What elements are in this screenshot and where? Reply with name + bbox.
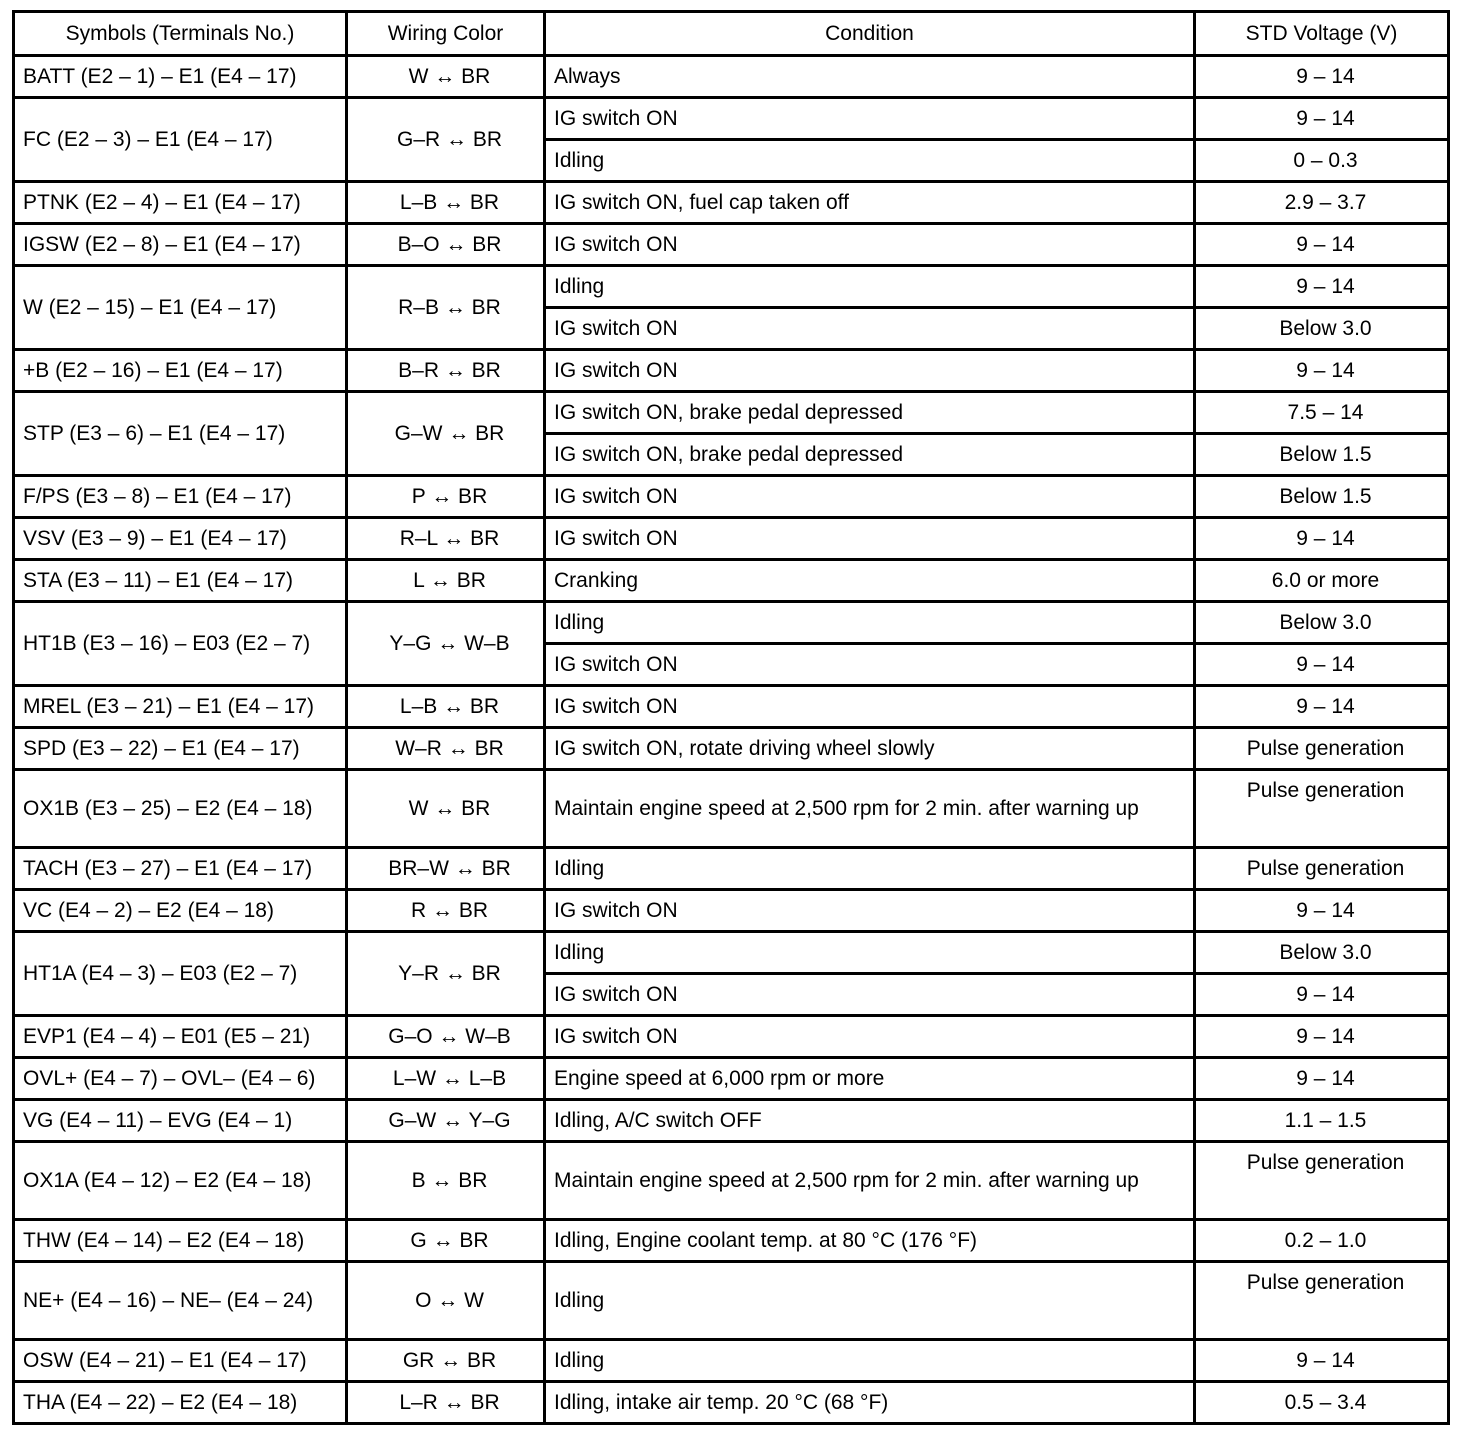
std-voltage-cell: 2.9 – 3.7 [1195,182,1449,224]
table-row [14,1262,1449,1340]
condition-cell: IG switch ON [545,476,1195,518]
terminal-symbol-cell: W (E2 – 15) – E1 (E4 – 17) [14,266,347,350]
table-row [14,1220,1449,1262]
terminal-symbol-cell: BATT (E2 – 1) – E1 (E4 – 17) [14,56,347,98]
wiring-color-cell: P ↔ BR [347,476,545,518]
table-row [14,392,1449,434]
terminal-symbol-cell: SPD (E3 – 22) – E1 (E4 – 17) [14,728,347,770]
terminal-symbol-cell: TACH (E3 – 27) – E1 (E4 – 17) [14,848,347,890]
terminal-symbol-cell: THW (E4 – 14) – E2 (E4 – 18) [14,1220,347,1262]
std-voltage-cell: 6.0 or more [1195,560,1449,602]
wiring-color-cell: G ↔ BR [347,1220,545,1262]
std-voltage-cell: Pulse generation [1195,770,1449,848]
table-row [14,1382,1449,1424]
wiring-color-cell: Y–G ↔ W–B [347,602,545,686]
header-row [14,12,1449,56]
std-voltage-cell: 7.5 – 14 [1195,392,1449,434]
std-voltage-cell: 9 – 14 [1195,890,1449,932]
table-row [14,350,1449,392]
table-row [14,890,1449,932]
table-row [14,476,1449,518]
condition-cell: Cranking [545,560,1195,602]
terminal-symbol-cell: F/PS (E3 – 8) – E1 (E4 – 17) [14,476,347,518]
header-condition: Condition [545,12,1195,56]
condition-cell: IG switch ON [545,350,1195,392]
wiring-color-cell: L–W ↔ L–B [347,1058,545,1100]
header-wiring-color: Wiring Color [347,12,545,56]
condition-cell: Idling [545,266,1195,308]
table-row [14,848,1449,890]
std-voltage-cell: 0 – 0.3 [1195,140,1449,182]
terminal-symbol-cell: STA (E3 – 11) – E1 (E4 – 17) [14,560,347,602]
table-row [14,1142,1449,1220]
terminal-symbol-cell: HT1A (E4 – 3) – E03 (E2 – 7) [14,932,347,1016]
header-std-voltage: STD Voltage (V) [1195,12,1449,56]
condition-cell: Maintain engine speed at 2,500 rpm for 2 min. after warning up [545,770,1195,848]
terminal-symbol-cell: EVP1 (E4 – 4) – E01 (E5 – 21) [14,1016,347,1058]
wiring-color-cell: B–R ↔ BR [347,350,545,392]
wiring-color-cell: B ↔ BR [347,1142,545,1220]
condition-cell: Idling, intake air temp. 20 °C (68 °F) [545,1382,1195,1424]
terminal-symbol-cell: STP (E3 – 6) – E1 (E4 – 17) [14,392,347,476]
wiring-color-cell: L–B ↔ BR [347,182,545,224]
condition-cell: Idling, A/C switch OFF [545,1100,1195,1142]
std-voltage-cell: 9 – 14 [1195,686,1449,728]
table-row [14,224,1449,266]
condition-cell: Engine speed at 6,000 rpm or more [545,1058,1195,1100]
table-row [14,56,1449,98]
condition-cell: IG switch ON [545,974,1195,1016]
table-row [14,518,1449,560]
condition-cell: IG switch ON [545,518,1195,560]
std-voltage-cell: Pulse generation [1195,1262,1449,1340]
std-voltage-cell: 9 – 14 [1195,350,1449,392]
wiring-color-cell: O ↔ W [347,1262,545,1340]
wiring-color-cell: L–B ↔ BR [347,686,545,728]
wiring-color-cell: W ↔ BR [347,770,545,848]
std-voltage-cell: 9 – 14 [1195,644,1449,686]
condition-cell: IG switch ON [545,98,1195,140]
std-voltage-cell: Below 1.5 [1195,476,1449,518]
wiring-color-cell: BR–W ↔ BR [347,848,545,890]
wiring-color-cell: G–R ↔ BR [347,98,545,182]
terminal-symbol-cell: OX1B (E3 – 25) – E2 (E4 – 18) [14,770,347,848]
terminal-voltage-spec-table-wrapper [12,10,1450,1425]
terminal-symbol-cell: OVL+ (E4 – 7) – OVL– (E4 – 6) [14,1058,347,1100]
terminal-symbol-cell: PTNK (E2 – 4) – E1 (E4 – 17) [14,182,347,224]
wiring-color-cell: G–W ↔ BR [347,392,545,476]
terminal-symbol-cell: FC (E2 – 3) – E1 (E4 – 17) [14,98,347,182]
std-voltage-cell: 9 – 14 [1195,98,1449,140]
wiring-color-cell: L–R ↔ BR [347,1382,545,1424]
condition-cell: Always [545,56,1195,98]
table-row [14,1100,1449,1142]
std-voltage-cell: 0.5 – 3.4 [1195,1382,1449,1424]
table-row [14,1016,1449,1058]
wiring-color-cell: R–B ↔ BR [347,266,545,350]
condition-cell: IG switch ON [545,308,1195,350]
condition-cell: Maintain engine speed at 2,500 rpm for 2 min. after warning up [545,1142,1195,1220]
std-voltage-cell: 9 – 14 [1195,974,1449,1016]
terminal-symbol-cell: +B (E2 – 16) – E1 (E4 – 17) [14,350,347,392]
condition-cell: Idling [545,848,1195,890]
condition-cell: Idling [545,140,1195,182]
std-voltage-cell: Below 3.0 [1195,308,1449,350]
std-voltage-cell: Pulse generation [1195,728,1449,770]
std-voltage-cell: 9 – 14 [1195,266,1449,308]
wiring-color-cell: G–O ↔ W–B [347,1016,545,1058]
table-row [14,770,1449,848]
table-row [14,932,1449,974]
terminal-symbol-cell: OSW (E4 – 21) – E1 (E4 – 17) [14,1340,347,1382]
condition-cell: IG switch ON [545,890,1195,932]
condition-cell: IG switch ON [545,224,1195,266]
std-voltage-cell: 1.1 – 1.5 [1195,1100,1449,1142]
terminal-symbol-cell: VSV (E3 – 9) – E1 (E4 – 17) [14,518,347,560]
std-voltage-cell: Pulse generation [1195,848,1449,890]
condition-cell: Idling [545,1340,1195,1382]
condition-cell: IG switch ON [545,686,1195,728]
wiring-color-cell: R ↔ BR [347,890,545,932]
std-voltage-cell: Below 3.0 [1195,932,1449,974]
terminal-symbol-cell: MREL (E3 – 21) – E1 (E4 – 17) [14,686,347,728]
terminal-symbol-cell: IGSW (E2 – 8) – E1 (E4 – 17) [14,224,347,266]
wiring-color-cell: W ↔ BR [347,56,545,98]
condition-cell: Idling, Engine coolant temp. at 80 °C (176 °F) [545,1220,1195,1262]
wiring-color-cell: GR ↔ BR [347,1340,545,1382]
table-row [14,728,1449,770]
std-voltage-cell: Pulse generation [1195,1142,1449,1220]
condition-cell: IG switch ON, rotate driving wheel slowly [545,728,1195,770]
std-voltage-cell: 9 – 14 [1195,1058,1449,1100]
condition-cell: IG switch ON [545,644,1195,686]
terminal-symbol-cell: OX1A (E4 – 12) – E2 (E4 – 18) [14,1142,347,1220]
table-row [14,686,1449,728]
terminal-symbol-cell: HT1B (E3 – 16) – E03 (E2 – 7) [14,602,347,686]
terminal-symbol-cell: THA (E4 – 22) – E2 (E4 – 18) [14,1382,347,1424]
terminal-symbol-cell: NE+ (E4 – 16) – NE– (E4 – 24) [14,1262,347,1340]
condition-cell: IG switch ON, brake pedal depressed [545,392,1195,434]
header-symbols: Symbols (Terminals No.) [14,12,347,56]
table-row [14,602,1449,644]
table-body [14,56,1449,1424]
table-row [14,1340,1449,1382]
std-voltage-cell: 9 – 14 [1195,224,1449,266]
std-voltage-cell: 9 – 14 [1195,1340,1449,1382]
condition-cell: IG switch ON, fuel cap taken off [545,182,1195,224]
terminal-symbol-cell: VG (E4 – 11) – EVG (E4 – 1) [14,1100,347,1142]
table-row [14,266,1449,308]
std-voltage-cell: Below 1.5 [1195,434,1449,476]
wiring-color-cell: G–W ↔ Y–G [347,1100,545,1142]
wiring-color-cell: W–R ↔ BR [347,728,545,770]
condition-cell: Idling [545,932,1195,974]
std-voltage-cell: 0.2 – 1.0 [1195,1220,1449,1262]
table-row [14,560,1449,602]
wiring-color-cell: B–O ↔ BR [347,224,545,266]
std-voltage-cell: Below 3.0 [1195,602,1449,644]
std-voltage-cell: 9 – 14 [1195,56,1449,98]
condition-cell: IG switch ON [545,1016,1195,1058]
terminal-symbol-cell: VC (E4 – 2) – E2 (E4 – 18) [14,890,347,932]
condition-cell: IG switch ON, brake pedal depressed [545,434,1195,476]
table-row [14,182,1449,224]
terminal-voltage-spec-table [12,10,1450,1425]
condition-cell: Idling [545,1262,1195,1340]
std-voltage-cell: 9 – 14 [1195,518,1449,560]
wiring-color-cell: Y–R ↔ BR [347,932,545,1016]
wiring-color-cell: L ↔ BR [347,560,545,602]
table-row [14,1058,1449,1100]
condition-cell: Idling [545,602,1195,644]
wiring-color-cell: R–L ↔ BR [347,518,545,560]
table-row [14,98,1449,140]
std-voltage-cell: 9 – 14 [1195,1016,1449,1058]
